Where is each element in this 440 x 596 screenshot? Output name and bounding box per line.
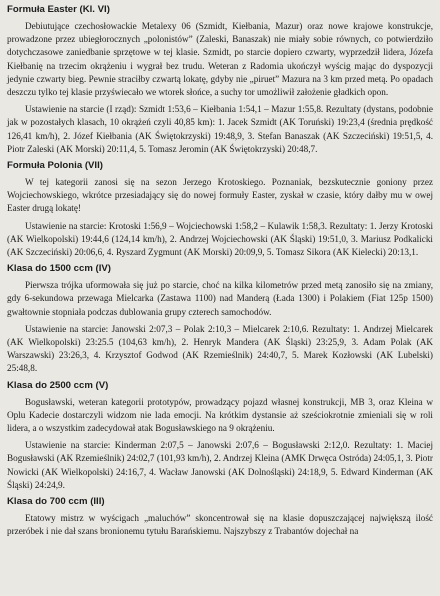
paragraph-class-1500-report: Pierwsza trójka uformowała się już po starcie, choć na kilka kilometrów przed metą zanosiło się na zmiany, gdy 6-sekundowa przewaga Mielcarka (Zastawa 1100) nad Manderą (Łada 1300) i Polakiem (Fiat 125p 1500) gwałtownie stopniała podczas dublowania grupy czterech samochodów. bbox=[7, 280, 433, 317]
paragraph-class-2500-results: Ustawienie na starcie: Kinderman 2:07,5 – Janowski 2:07,6 – Bogusławski 2:12,0. Rezultaty: 1. Maciej Bogusławski (AK Rzemieślnik) 24:02,7 (101,93 km/h), 2. Andrzej Kleina (AMK Drwęca Ostróda) 24:05,1, 3. Piotr Nowicki (AK Wielkopolski) 24:16,7, 4. Wacław Janowski (AK Dolnośląski) 24:18,9, 5. Edward Kinderman (AK Śląski) 24:24,9. bbox=[7, 440, 433, 490]
paragraph-class-1500-results: Ustawienie na starcie: Janowski 2:07,3 – Polak 2:10,3 – Mielcarek 2:10,6. Rezultaty: 1. Andrzej Mielcarek (AK Wielkopolski) 23:25.5 (104,63 km/h), 2. Henryk Mandera (AK Śląski) 23:25,9, 3. Adam Polak (AK Warszawski) 23:26,3, 4. Krzysztof Godwod (AK Rzemieślnik) 24:40,7, 5. Marek Kozłowski (AK Lubelski) 25:48,8. bbox=[7, 323, 433, 374]
paragraph-formula-polonia-report: W tej kategorii zanosi się na sezon Jerzego Krotoskiego. Poznaniak, bezskutecznie goniony przez Wojciechowskiego, wkrótce przesiadający się do nowej formuły Easter, zyskał w czasie, który dałby mu w owej Easter drugą lokatę! bbox=[7, 177, 433, 214]
section-heading-class-2500: Klasa do 2500 ccm (V) bbox=[7, 379, 109, 391]
paragraph-formula-polonia-results: Ustawienie na starcie: Krotoski 1:56,9 – Wojciechowski 1:58,2 – Kulawik 1:58,3. Rezultaty: 1. Jerzy Krotoski (AK Wielkopolski) 19:44,6 (124,14 km/h), 2. Andrzej Wojciechowski (AK Śląski) 19:51,0, 3. Mariusz Podkalicki (AK Szczeciński) 20:06,6, 4. Ryszard Zygmunt (AK Morski) 20:09,9, 5. Tomasz Sikora (AK Kielecki) 20:13,1. bbox=[7, 220, 433, 258]
section-heading-formula-easter: Formuła Easter (Kl. VI) bbox=[7, 4, 110, 15]
paragraph-formula-easter-results: Ustawienie na starcie (I rząd): Szmidt 1:53,6 – Kiełbania 1:54,1 – Mazur 1:55,8. Rezultaty (dystans, podobnie jak w pozostałych klasach, 10 okrążeń czyli 40,85 km): 1. Jacek Szmidt (AK Toruński) 19:23,4 (średnia prędkość 126,41 km/h), 2. Józef Kiełbania (AK Świętokrzyski) 19:48,9, 3. Stefan Banaszak (AK Szczeciński) 19:51,5, 4. Piotr Zaleski (AK Morski) 20:11,4, 5. Tomasz Jeromin (AK Świętokrzyski) 20:48,7. bbox=[7, 104, 433, 154]
section-heading-class-1500: Klasa do 1500 ccm (IV) bbox=[7, 263, 111, 275]
paragraph-class-700-report: Etatowy mistrz w wyścigach „maluchów” skoncentrował się na klasie dopuszczającej największą ilość przeróbek i nie dał szans bronionemu tytułu Barańskiemu. Najszybszy z Trabantów dojechał na bbox=[7, 513, 433, 537]
section-heading-class-700: Klasa do 700 ccm (III) bbox=[7, 496, 105, 508]
section-heading-formula-polonia: Formuła Polonia (VII) bbox=[7, 160, 103, 172]
paragraph-class-2500-report: Bogusławski, weteran kategorii prototypów, prowadzący pojazd własnej konstrukcji, MB 3, oraz Kleina w Oplu Kadecie dostarczyli widzom nie lada emocji. Na krótkim dystansie aż sześciokrotnie zmieniali się w roli lidera, a o wszystkim zadecydował atak Bogusławskiego na 9 okrążeniu. bbox=[7, 396, 433, 434]
paragraph-formula-easter-report: Debiutujące czechosłowackie Metalexy 06 (Szmidt, Kiełbania, Mazur) oraz nowe krajowe konstrukcje, prowadzone przez ubiegłorocznych „polonistów” (Zaleski, Banaszak) nie miały sobie równych, co potwierdziło dotychczasowe zaniedbanie sprzętowe w tej klasie. Szmidt, po starcie dopiero czwarty, wyprzedził lidera, Józefa Kiełbanię na trzecim okrążeniu i wygrał bez trudu. Weteran z Radomia ukończył wyścig mając do dyspozycji jedynie czwarty bieg. Pewnie straciłby czwartą lokatę, gdyby nie „piruet” Mazura na 3 km przed metą. Po opadach deszczu tylko tej klasie przyświecało we wtorek słońce, a suchy tor umożliwił założenie gładkich opon. bbox=[7, 21, 433, 98]
